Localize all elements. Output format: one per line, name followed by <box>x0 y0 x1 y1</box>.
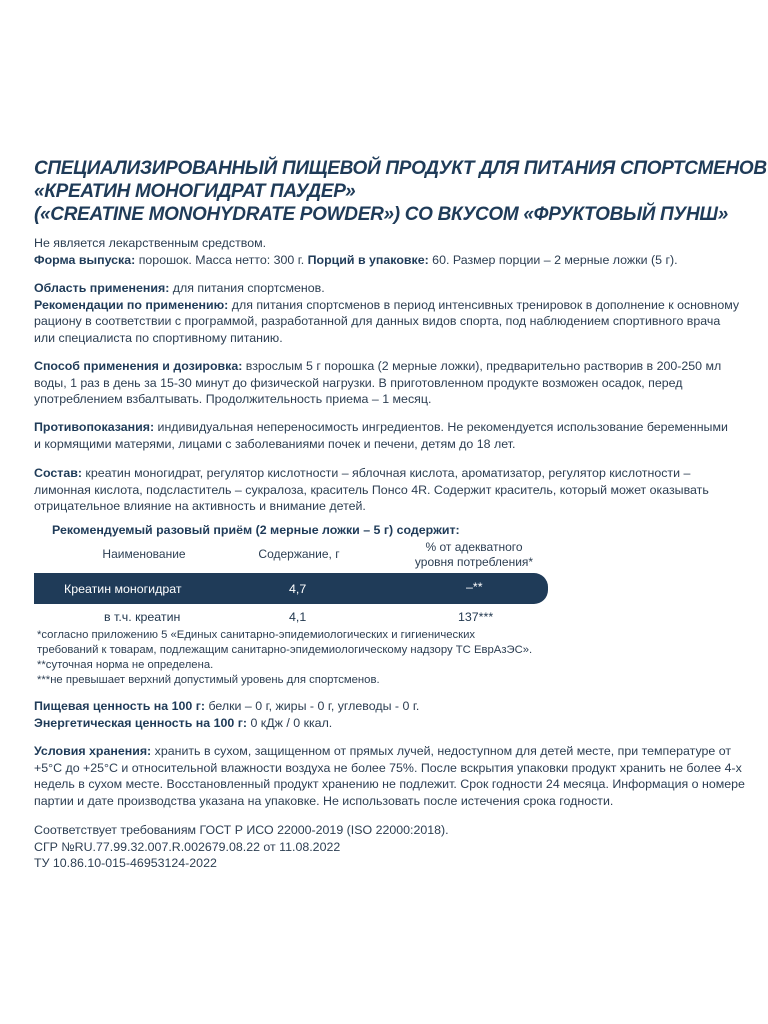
storage-text-1: хранить в сухом, защищенном от прямых лучей, недоступном для детей месте, при температуре от <box>151 744 732 758</box>
area-label: Область применения: <box>34 281 170 295</box>
table-notes <box>37 628 749 688</box>
header-percent-1: % от адекватного <box>425 540 523 554</box>
composition-label: Состав: <box>34 466 82 480</box>
storage-line-3: недель в сухом месте. Восстановленный продукт хранению не подлежит. Срок годности 24 месяца. Информация о номере <box>34 777 745 791</box>
note-3: **суточная норма не определена. <box>37 659 214 671</box>
rec-label: Рекомендации по применению: <box>34 297 229 312</box>
rec-line-1 <box>34 297 746 314</box>
composition-line-1 <box>34 465 746 482</box>
energy-text: 0 кДж / 0 ккал. <box>247 715 333 730</box>
nutrition-block <box>34 698 746 731</box>
note-4: ***не превышает верхний допустимый уровень для спортсменов. <box>37 674 380 686</box>
composition-block <box>34 465 746 515</box>
area-line <box>34 280 746 297</box>
contra-line-1 <box>34 419 746 436</box>
form-label: Форма выпуска: <box>34 252 136 267</box>
row-1-name: Креатин моногидрат <box>64 582 182 596</box>
contra-text-1: индивидуальная непереносимость ингредиентов. Не рекомендуется использование беременными <box>154 420 728 434</box>
rec-line-3: или специалиста по спортивному питанию. <box>34 330 283 345</box>
composition-line-2: лимонная кислота, подсластитель – сукралоза, краситель Понсо 4R. Содержит краситель, который может оказывать <box>34 482 709 497</box>
title-line-2: «КРЕАТИН МОНОГИДРАТ ПАУДЕР» <box>34 181 356 202</box>
usage-label: Способ применения и дозировка: <box>34 359 243 373</box>
nutrition-text: белки – 0 г, жиры - 0 г, углеводы - 0 г. <box>205 699 420 713</box>
composition-line-3: отрицательное влияние на активность и внимание детей. <box>34 499 366 513</box>
usage-line-3: употреблением взбалтывать. Продолжительность приема – 1 месяц. <box>34 392 432 406</box>
portions-label: Порций в упаковке: <box>307 252 429 267</box>
contra-line-2: и кормящими матерями, лицами с заболеваниями почек и печени, детям до 18 лет. <box>34 436 516 451</box>
area-text: для питания спортсменов. <box>169 281 325 295</box>
area-block <box>34 280 746 346</box>
rec-text-1: для питания спортсменов в период интенсивных тренировок в дополнение к основному <box>228 297 740 312</box>
header-percent-2: уровня потребления* <box>414 555 534 569</box>
compliance-block <box>34 822 746 872</box>
row-2-amount: 4,1 <box>289 610 307 624</box>
header-name: Наименование <box>102 547 186 561</box>
row-1-amount: 4,7 <box>289 582 307 596</box>
usage-line-2: воды, 1 раз в день за 15-30 минут до физической нагрузки. В приготовленном продукте возможен осадок, перед <box>34 375 683 390</box>
compliance-line-1: Соответствует требованиям ГОСТ Р ИСО 22000-2019 (ISO 22000:2018). <box>34 823 449 837</box>
rec-line-2: рациону в соответствии с программой, разработанной для данных видов спорта, под наблюдением спортивного врача <box>34 314 721 328</box>
usage-line-1 <box>34 358 746 375</box>
table-title: Рекомендуемый разовый приём (2 мерные ложки – 5 г) содержит: <box>52 523 460 537</box>
nutrition-label: Пищевая ценность на 100 г: <box>34 699 206 713</box>
header-amount: Содержание, г <box>258 547 340 561</box>
compliance-line-2: СГР №RU.77.99.32.007.R.002679.08.22 от 11.08.2022 <box>34 839 341 854</box>
storage-block <box>34 743 746 809</box>
composition-text-1: креатин моногидрат, регулятор кислотности – яблочная кислота, ароматизатор, регулятор кислотности – <box>81 466 691 480</box>
note-2: требований к товарам, подлежащим санитарно-эпидемиологическому надзору ТС ЕврАзЭС». <box>37 644 533 656</box>
contra-label: Противопоказания: <box>34 420 155 434</box>
energy-label: Энергетическая ценность на 100 г: <box>34 715 248 730</box>
storage-line-1 <box>34 743 746 760</box>
intro-block <box>34 235 746 268</box>
note-1: *согласно приложению 5 «Единых санитарно-эпидемиологических и гигиенических <box>37 629 476 641</box>
contra-block <box>34 419 746 452</box>
compliance-line-3: ТУ 10.86.10-015-46953124-2022 <box>34 856 217 870</box>
not-medicine-note: Не является лекарственным средством. <box>34 236 267 250</box>
portions-text: 60. Размер порции – 2 мерные ложки (5 г). <box>428 252 678 267</box>
row-1-percent: –** <box>466 580 483 594</box>
product-title <box>34 157 767 226</box>
row-2-name: в т.ч. креатин <box>104 610 181 624</box>
storage-label: Условия хранения: <box>34 744 152 758</box>
energy-line <box>34 715 746 732</box>
storage-line-4: партии и дате производства указана на упаковке. Не использовать после истечения срока годности. <box>34 793 614 808</box>
form-text: порошок. Масса нетто: 300 г. <box>135 252 308 267</box>
storage-line-2: +5°С до +25°С и относительной влажности воздуха не более 75%. После вскрытия упаковки продукт хранить не более 4-х <box>34 760 742 775</box>
nutrition-line <box>34 698 746 715</box>
title-line-3: («CREATINE MONOHYDRATE POWDER») СО ВКУСОМ «ФРУКТОВЫЙ ПУНШ» <box>34 204 728 225</box>
row-2-percent: 137*** <box>458 610 494 624</box>
usage-block <box>34 358 746 408</box>
title-line-1: СПЕЦИАЛИЗИРОВАННЫЙ ПИЩЕВОЙ ПРОДУКТ ДЛЯ ПИТАНИЯ СПОРТСМЕНОВ <box>34 158 767 179</box>
form-line <box>34 252 746 269</box>
usage-text-1: взрослым 5 г порошка (2 мерные ложки), предварительно растворив в 200-250 мл <box>242 359 722 373</box>
